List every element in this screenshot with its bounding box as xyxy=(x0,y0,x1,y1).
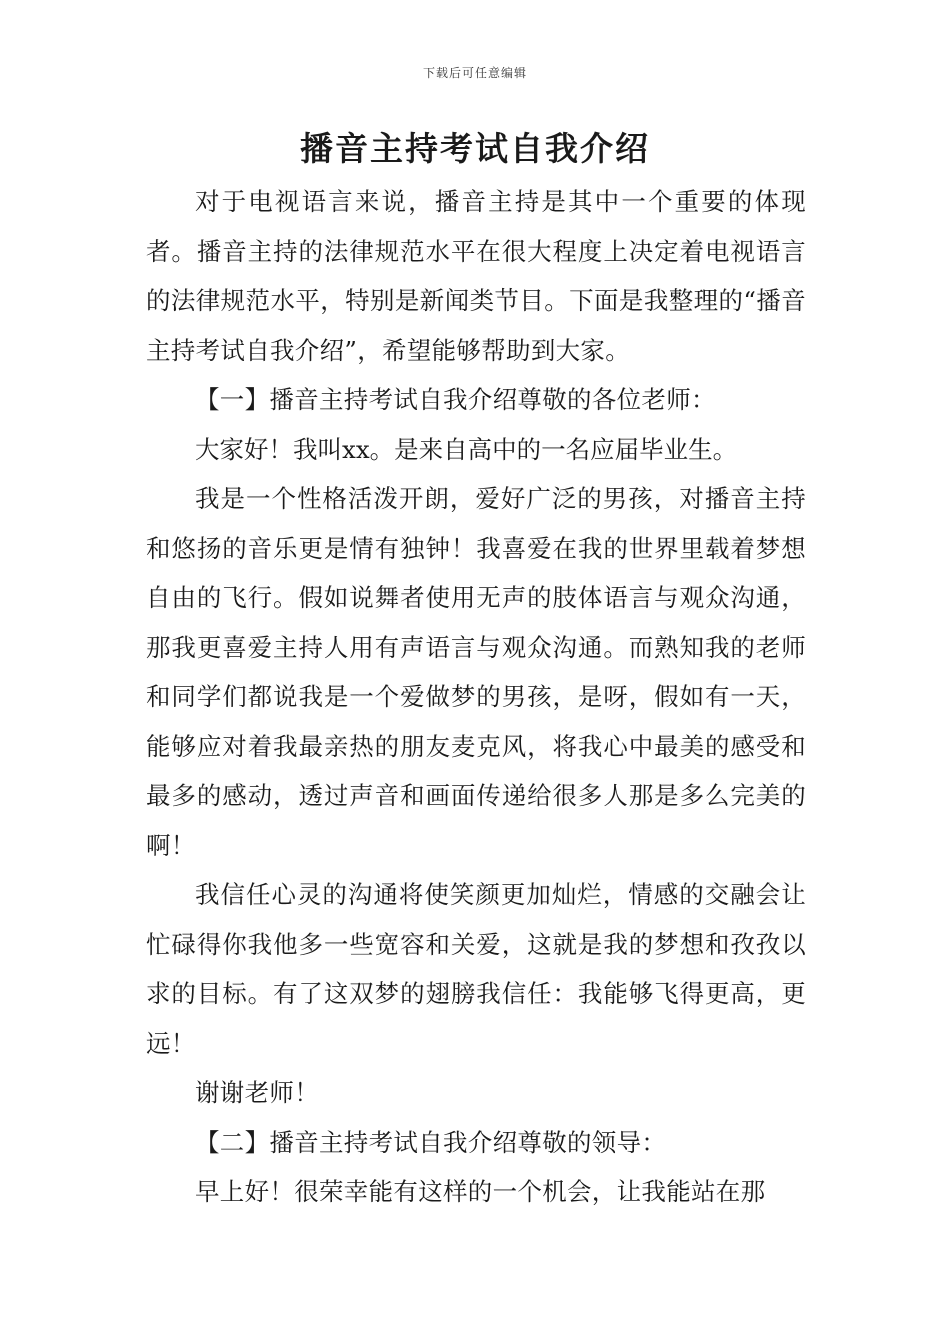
header-note: 下载后可任意编辑 xyxy=(422,66,527,80)
paragraph-personality: 我是一个性格活泼开朗，爱好广泛的男孩，对播音主持和悠扬的音乐更是情有独钟！我喜爱在我的世界里载着梦想自由的飞行。假如说舞者使用无声的肢体语言与观众沟通，那我更喜爱主持人用有声语言与观众沟通。而熟知我的老师和同学们都说我是一个爱做梦的男孩，是呀，假如有一天，能够应对着我最亲热的朋友麦克风，将我心中最美的感受和最多的感动，透过声音和画面传递给很多人那是多么完美的啊！ xyxy=(146,484,806,860)
paragraph-greeting: 大家好！我叫xx。是来自高中的一名应届毕业生。 xyxy=(195,434,738,464)
document-body xyxy=(146,177,806,1217)
paragraph-intro: 对于电视语言来说，播音主持是其中一个重要的体现者。播音主持的法律规范水平在很大程度上决定着电视语言的法律规范水平，特别是新闻类节目。下面是我整理的“播音主持考试自我介绍”，希望能够帮助到大家。 xyxy=(146,187,806,365)
paragraph-section-one-heading: 【一】播音主持考试自我介绍尊敬的各位老师： xyxy=(195,385,716,414)
document-title: 播音主持考试自我介绍 xyxy=(300,129,650,168)
paragraph-belief: 我信任心灵的沟通将使笑颜更加灿烂，情感的交融会让忙碌得你我他多一些宽容和关爱，这就是我的梦想和孜孜以求的目标。有了这双梦的翅膀我信任：我能够飞得更高，更远！ xyxy=(146,880,806,1058)
paragraph-morning: 早上好！很荣幸能有这样的一个机会，让我能站在那 xyxy=(195,1177,766,1206)
paragraph-thanks: 谢谢老师！ xyxy=(195,1078,319,1107)
paragraph-section-two-heading: 【二】播音主持考试自我介绍尊敬的领导： xyxy=(195,1127,667,1157)
